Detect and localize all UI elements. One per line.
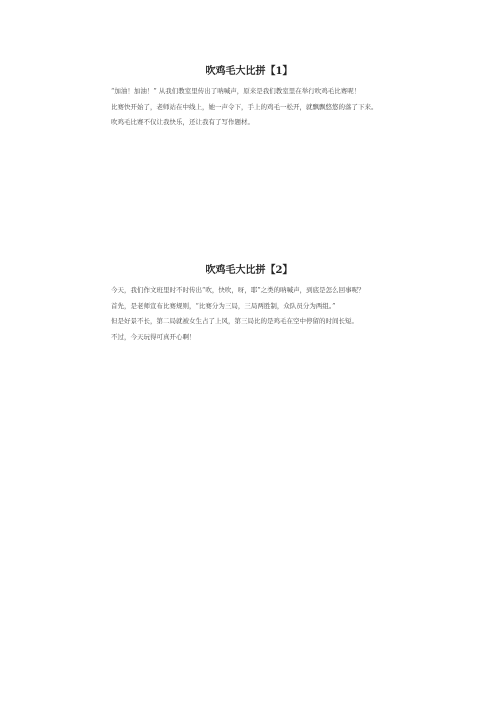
article-2-paragraph-3: 但是好景不长，第二局就被女生占了上风，第三局比的是鸡毛在空中停留的时间长短。 (111, 317, 358, 326)
article-1-paragraph-1: “加油！加油！” 从我们教室里传出了呐喊声，原来是我们教室里在举行吹鸡毛比赛呢！ (111, 87, 361, 95)
article-1-title: 吹鸡毛大比拼【1】 (205, 66, 293, 77)
article-2 (98, 265, 400, 347)
article-2-paragraph-4: 不过，今天玩得可真开心啊！ (111, 332, 196, 341)
article-2-paragraph-2: 首先，是老师宣布比赛规则，“比赛分为三局，三局两胜制，众队员分为两组。” (111, 301, 336, 310)
article-2-title: 吹鸡毛大比拼【2】 (205, 265, 293, 276)
article-1-paragraph-3: 吹鸡毛比赛不仅让我快乐，还让我有了写作题材。 (111, 118, 254, 127)
article-1-paragraph-2: 比赛快开始了，老师站在中线上，她一声令下，手上的鸡毛一松开，就飘飘悠悠的落了下来。 (111, 102, 378, 111)
article-2-paragraph-1: 今天，我们作文班里时不时传出“吹，快吹，呀，耶”之类的呐喊声，到底是怎么回事呢？ (111, 286, 365, 294)
article-1 (98, 66, 400, 133)
